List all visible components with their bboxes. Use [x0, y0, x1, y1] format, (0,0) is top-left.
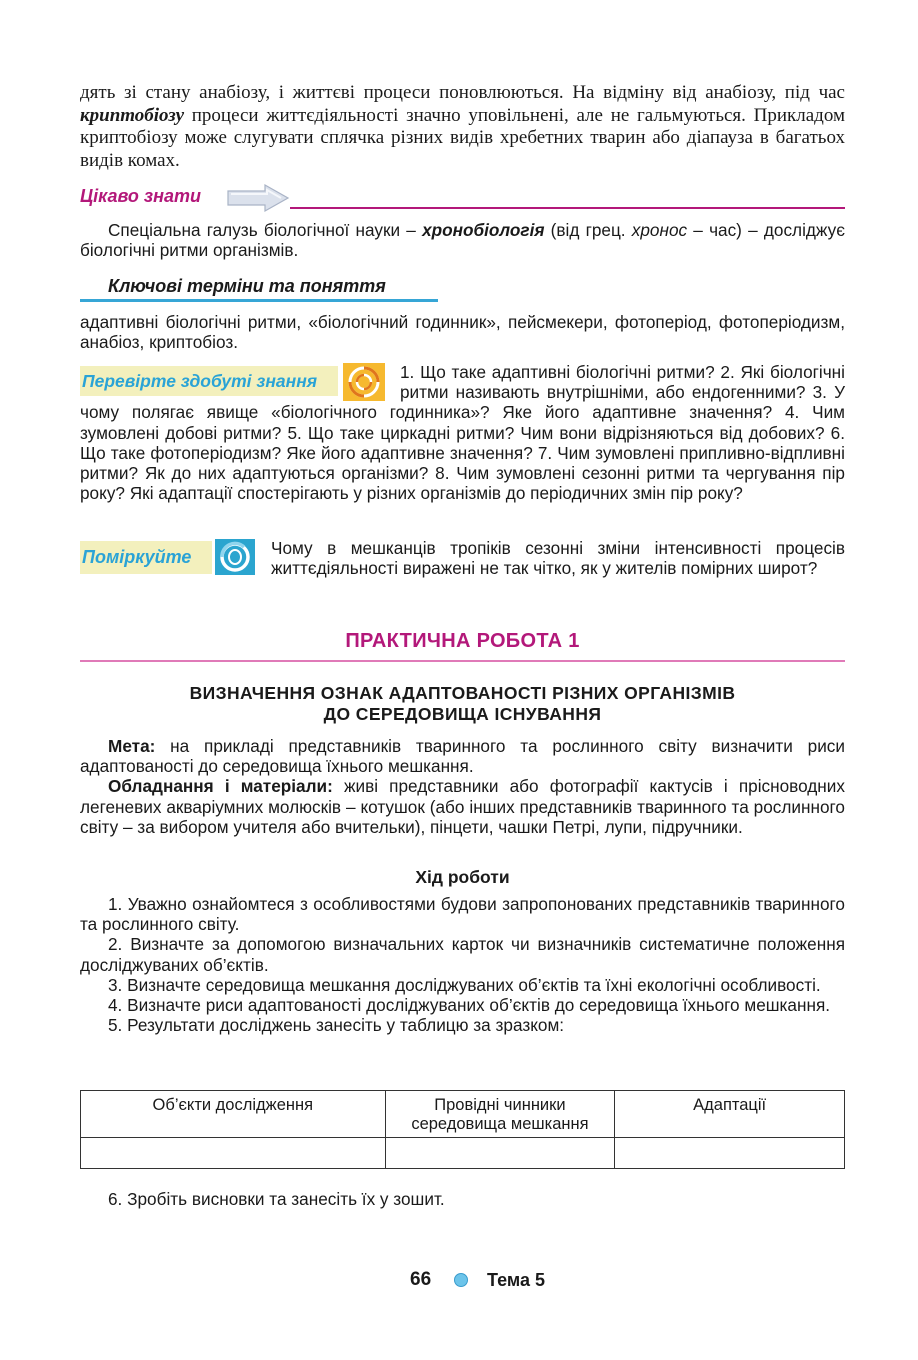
think-heading: Поміркуйте	[80, 541, 212, 574]
fact-heading-bar	[80, 183, 845, 213]
intro-term: криптобіозу	[80, 104, 185, 126]
key-terms-heading: Ключові терміни та поняття	[108, 276, 386, 296]
table-header: Об’єкти дослідження	[81, 1091, 386, 1138]
fact-rule	[290, 207, 845, 209]
fact-paragraph: Спеціальна галузь біологічної науки – хронобіологія (від грец. хронос – час) – досліджує біологічні ритми організмів.	[80, 220, 845, 261]
key-terms-paragraph: адаптивні біологічні ритми, «біологічний годинник», пейсмекери, фотоперіод, фотоперіодизм, анабіоз, криптобіоз.	[80, 312, 845, 353]
table-cell	[81, 1138, 386, 1169]
practical-rule	[80, 660, 845, 662]
page-footer	[80, 1269, 845, 1293]
bullet-dot-icon	[454, 1273, 468, 1287]
fact-gloss: хронос	[631, 220, 688, 240]
check-section	[80, 362, 845, 503]
fact-term: хронобіологія	[422, 220, 545, 240]
list-item: 2. Визначте за допомогою визначальних карток чи визначників систематичне положення досліджуваних об’єктів.	[80, 934, 845, 975]
table-cell	[385, 1138, 615, 1169]
arrow-icon	[225, 183, 291, 213]
check-questions: 1. Що таке адаптивні біологічні ритми? 2. Які біологічні ритми називають внутрішніми, або ендогенними? 3. У чому полягає явище «біологічного годинника»? Яке його адаптивне значення? 4. Чим зумовлені добові ритми? 5. Що таке циркадні ритми? Чим вони відрізняються від добових? 6. Що таке фотоперіодизм? Яке його адаптивне значення? 7. Чим зумовлені припливно-відпливні ритми? Як до них адаптуються організми? 8. Чим зумовлені сезонні ритми та чергування пір року? Які адаптації спостерігають у різних організмів до періодичних змін пір року?	[80, 362, 845, 504]
table-header: Провідні чинники середовища мешкання	[385, 1091, 615, 1138]
equipment-paragraph: Обладнання і матеріали: живі представники або фотографії кактусів і прісноводних легеневих акваріумних молюсків – котушок (або інших представників тваринного та рослинного світу – за вибором учителя або вчительки), пінцети, чашки Петрі, лупи, підручники.	[80, 776, 845, 837]
table-header: Адаптації	[615, 1091, 845, 1138]
think-label-box	[80, 538, 271, 578]
equipment-label: Обладнання і матеріали:	[108, 776, 333, 797]
results-table	[80, 1090, 845, 1169]
check-heading: Перевірте здобуті знання	[80, 366, 338, 396]
practical-subtitle: ВИЗНАЧЕННЯ ОЗНАК АДАПТОВАНОСТІ РІЗНИХ ОРГАНІЗМІВ ДО СЕРЕДОВИЩА ІСНУВАННЯ	[189, 683, 736, 724]
check-label-box	[80, 362, 400, 402]
list-item: 1. Уважно ознайомтеся з особливостями будови запропонованих представників тваринного та рослинного світу.	[80, 894, 845, 935]
steps-list	[80, 894, 845, 1035]
practical-title: ПРАКТИЧНА РОБОТА 1	[345, 630, 580, 652]
fact-heading: Цікаво знати	[80, 186, 201, 206]
ring-icon	[214, 538, 256, 576]
intro-paragraph	[80, 82, 845, 172]
think-question: Чому в мешканців тропіків сезонні зміни інтенсивності процесів життєдіяльності виражені не так чітко, як у жителів помірних широт?	[271, 538, 845, 579]
final-step: 6. Зробіть висновки та занесіть їх у зошит.	[108, 1189, 445, 1209]
list-item: 4. Визначте риси адаптованості досліджуваних об’єктів до середовища їхнього мешкання.	[108, 995, 831, 1016]
intro-text-1: дять зі стану анабіозу, і життєві процеси поновлюються. На відміну від анабіозу, під час	[80, 82, 845, 103]
think-section	[80, 538, 845, 578]
list-item: 3. Визначте середовища мешкання досліджуваних об’єктів та їхні екологічні особливості.	[108, 974, 821, 995]
key-terms-heading-bar	[80, 276, 845, 306]
spiral-icon	[342, 362, 386, 402]
page-number: 66	[410, 1269, 432, 1290]
table-header-row	[81, 1091, 845, 1138]
practical-goal-block	[80, 736, 845, 837]
list-item: 5. Результати досліджень занесіть у таблицю за зразком:	[108, 1015, 565, 1036]
aim-label: Мета:	[108, 736, 156, 756]
aim-paragraph: Мета: на прикладі представників тваринного та рослинного світу визначити риси адаптованості до середовища їхнього мешкання.	[80, 736, 845, 777]
intro-text-2: процеси життєдіяльності значно уповільнені, але не гальмуються. Прикладом криптобіозу може слугувати сплячка різних видів хребетних тварин або діапауза в багатьох видів комах.	[80, 104, 845, 171]
table-row	[81, 1138, 845, 1169]
table-cell	[615, 1138, 845, 1169]
steps-heading: Хід роботи	[415, 867, 510, 887]
key-terms-rule	[80, 299, 438, 302]
footer-topic: Тема 5	[487, 1270, 545, 1290]
